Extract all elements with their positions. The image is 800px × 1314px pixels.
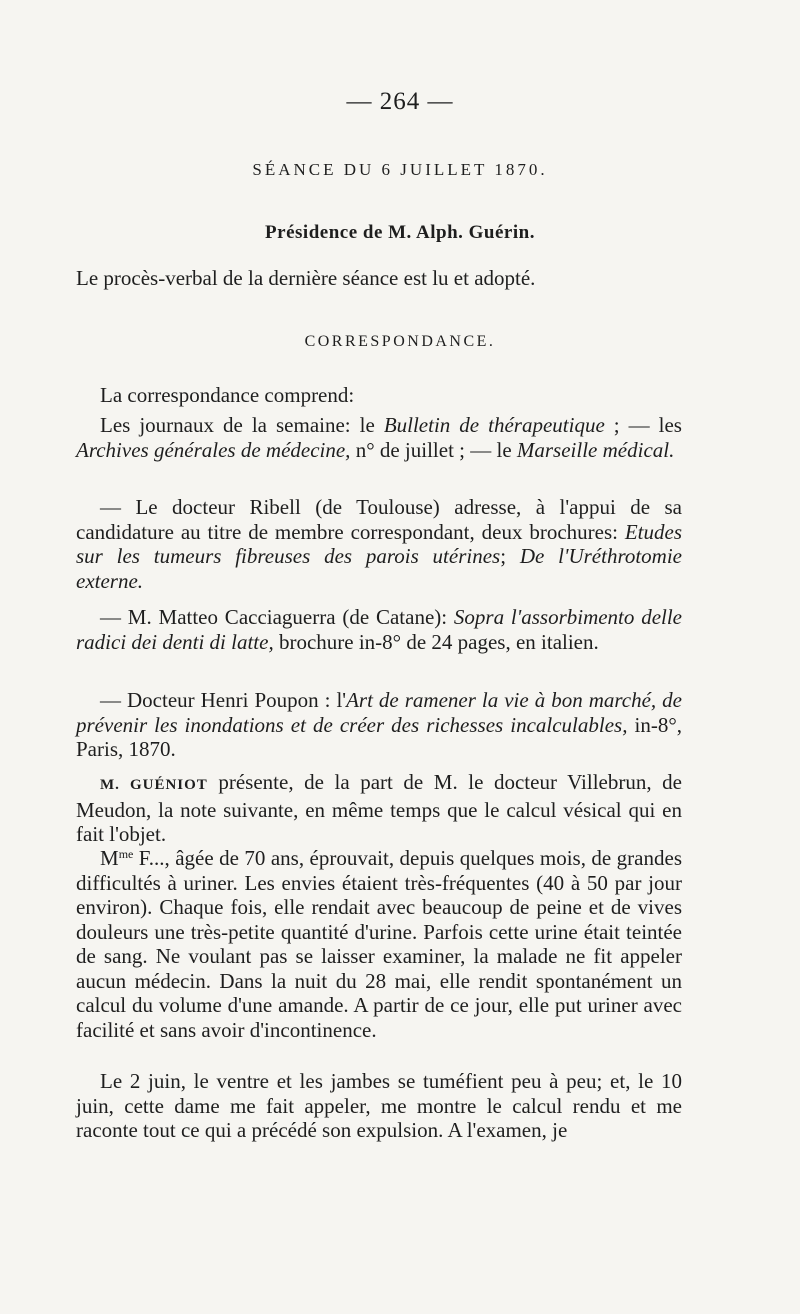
paragraph-juin: Le 2 juin, le ventre et les jambes se tuméfient peu à peu; et, le 10 juin, cette dame me fait appeler, me montre le calcul rendu et me raconte tout ce qui a précédé son expulsion. A l'examen, je — [76, 1069, 682, 1142]
text-run: ; — les — [604, 413, 682, 437]
paragraph-gueniot — [76, 770, 682, 847]
title-etudes: Etudes sur les tumeurs fibreuses des parois utérines — [76, 519, 682, 568]
author-name: M. GUÉNIOT — [100, 777, 208, 793]
title-bulletin: Bulletin de thérapeutique — [383, 413, 605, 437]
proces-verbal-paragraph: Le procès-verbal de la dernière séance est lu et adopté. — [76, 266, 536, 290]
title-sopra: Sopra l'assorbimento delle radici dei denti di latte, — [76, 605, 683, 654]
paragraph-ribell — [76, 495, 682, 593]
text-run: ; — [500, 544, 520, 568]
paragraph-poupon — [76, 688, 682, 762]
text-run: Les journaux de la semaine: le — [100, 413, 384, 437]
presidence-line: Présidence de M. Alph. Guérin. — [265, 222, 535, 243]
text-run: brochure in-8° de 24 pages, en italien. — [273, 629, 599, 654]
title-marseille: Marseille médical. — [516, 437, 675, 462]
text-run: F..., âgée de 70 ans, éprouvait, depuis quelques mois, de grandes difficultés à uriner. Les envies étaient très-fréquentes (40 à 50 par jour environ). Chaque fois, elle rendait avec beaucoup de peine et de vives douleurs une très-petite quantité d'urine. Parfois cette urine était teintée de sang. Ne voulant pas se laisser examiner, la malade ne fit appeler aucun médecin. Dans la nuit du 28 mai, elle rendit spontanément un calcul du volume d'une amande. A partir de ce jour, elle put uriner avec facilité et sans avoir d'incontinence. — [76, 846, 682, 1042]
text-run: — Le docteur Ribell (de Toulouse) adresse, à l'appui de sa candidature au titre de membre correspondant, deux brochures: — [76, 495, 682, 544]
text-run: présente, de la part de M. le docteur Villebrun, de Meudon, la note suivante, en même temps que le calcul vésical qui en fait l'objet. — [76, 770, 682, 846]
correspondance-intro: La correspondance comprend: — [100, 383, 355, 407]
section-heading: CORRESPONDANCE. — [304, 333, 496, 350]
paragraph-matteo — [76, 605, 682, 654]
text-run: n° de juillet ; — le — [350, 437, 517, 462]
title-art: Art de ramener la vie à bon marché, de prévenir les inondations et de créer des richesses incalculables, — [76, 688, 682, 737]
text-run: in-8°, Paris, 1870. — [76, 712, 682, 761]
paragraph-journaux — [76, 413, 682, 462]
text-run: M — [100, 846, 119, 870]
page-number: — 264 — — [346, 88, 454, 115]
text-run: — Docteur Henri Poupon : l' — [100, 688, 347, 712]
paragraph-case — [76, 846, 682, 1042]
text-run: — M. Matteo Cacciaguerra (de Catane): — [100, 605, 454, 629]
title-urethrotomie: De l'Uréthrotomie externe. — [76, 544, 683, 593]
title-archives: Archives générales de médecine, — [76, 437, 351, 462]
superscript: me — [118, 847, 134, 861]
seance-title: SÉANCE DU 6 JUILLET 1870. — [252, 160, 548, 179]
